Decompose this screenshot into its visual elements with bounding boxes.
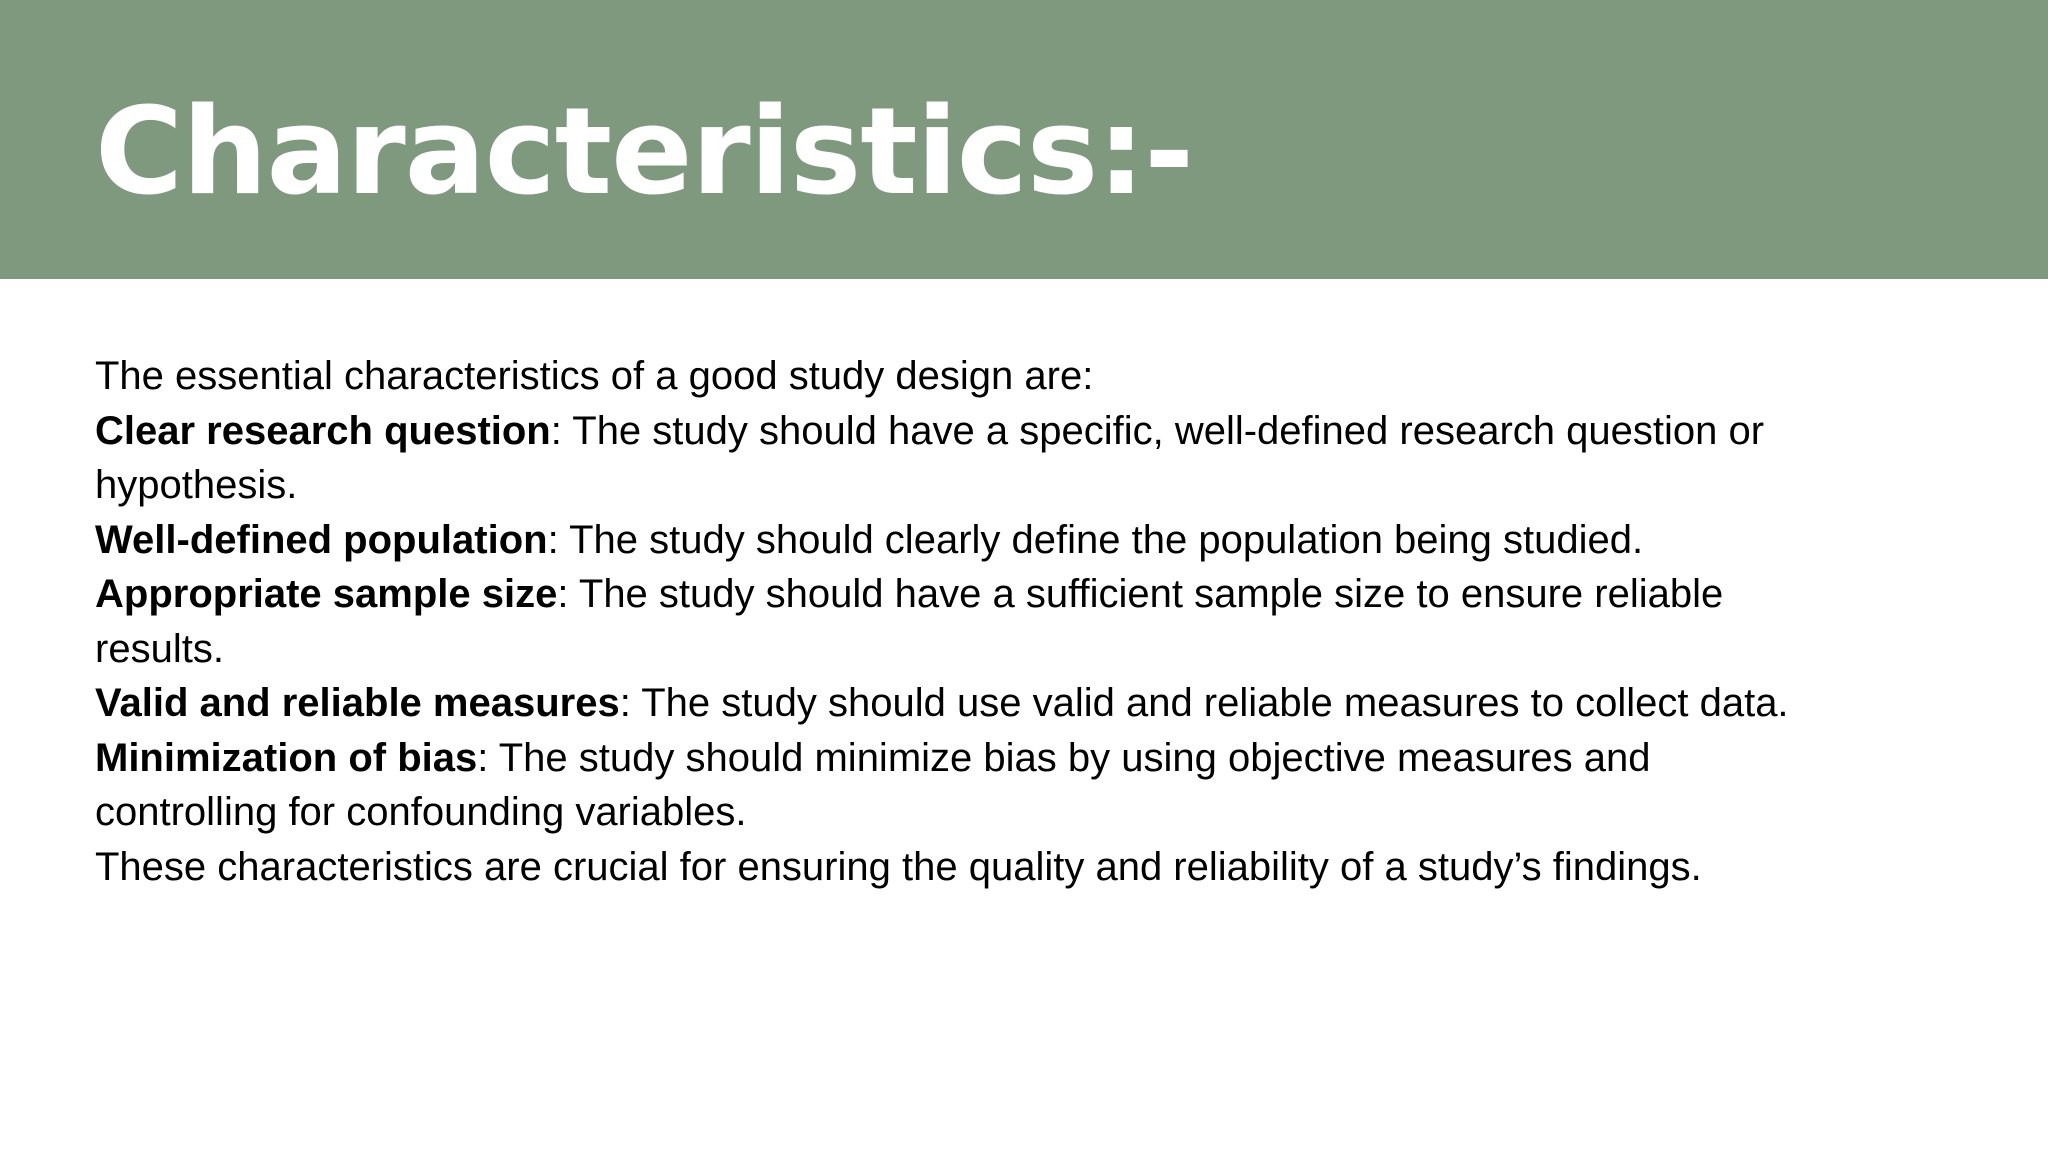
list-item: [95, 513, 1795, 568]
item-description: : The study should have a sufficient sample size to ensure reliable results.: [95, 572, 1724, 671]
item-term: Clear research question: [95, 408, 551, 453]
item-term: Well-defined population: [95, 517, 548, 562]
list-item: [95, 676, 1795, 731]
item-description: : The study should clearly define the population being studied.: [547, 517, 1644, 562]
title-band: [0, 0, 2048, 279]
list-item: [95, 404, 1795, 513]
slide-title: Characteristics:-: [95, 83, 1194, 222]
item-description: : The study should use valid and reliable measures to collect data.: [619, 681, 1789, 725]
item-description: : The study should minimize bias by using objective measures and controlling for confounding variables.: [95, 735, 1651, 834]
item-term: Valid and reliable measures: [95, 681, 620, 725]
item-term: Minimization of bias: [95, 735, 478, 780]
slide-body: [95, 349, 1795, 894]
list-item: [95, 731, 1795, 840]
intro-text: The essential characteristics of a good study design are:: [95, 354, 1094, 398]
conclusion-text: These characteristics are crucial for ensuring the quality and reliability of a study’s findings.: [95, 844, 1702, 889]
list-item: [95, 567, 1795, 676]
item-term: Appropriate sample size: [95, 572, 558, 616]
item-description: : The study should have a specific, well-defined research question or hypothesis.: [95, 408, 1765, 507]
